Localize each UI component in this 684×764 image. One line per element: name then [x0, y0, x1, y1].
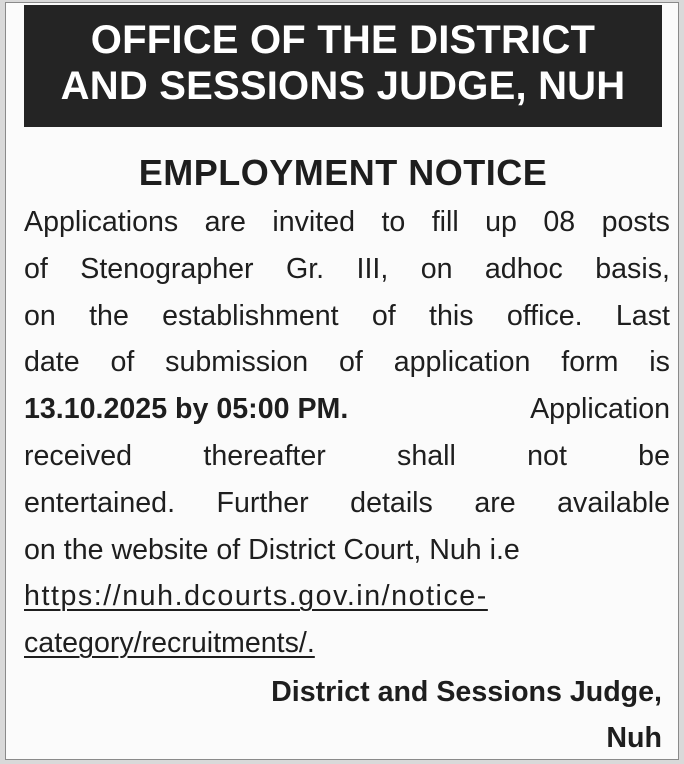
body-line-1-text-word: are: [204, 206, 246, 238]
body-line-3-text-word: office.: [506, 299, 583, 332]
website-link-line-2[interactable]: [24, 620, 670, 667]
signature-line-1: District and Sessions Judge,: [271, 676, 662, 708]
body-line-3-text-word: Last: [615, 299, 670, 332]
body-line-7-text-word: available: [557, 486, 670, 519]
body-line-3: [24, 293, 670, 340]
body-line-7: [24, 480, 670, 527]
body-line-6: [24, 433, 670, 480]
website-link-part-2[interactable]: category/recruitments/.: [24, 627, 315, 660]
body-line-1-text-word: invited: [272, 206, 356, 238]
body-line-6-word: not: [527, 439, 567, 472]
body-line-4-text-word: is: [649, 346, 670, 379]
body-line-2-text-word: Stenographer: [80, 252, 254, 285]
body-line-4-text-word: of: [110, 346, 135, 379]
employment-notice: [5, 2, 679, 760]
notice-body: [24, 199, 670, 667]
body-line-2-text-word: basis,: [595, 252, 670, 285]
body-line-6-word: be: [638, 439, 670, 472]
website-link-part-1[interactable]: https://nuh.dcourts.gov.in/notice-: [24, 580, 488, 613]
body-line-2-text-word: III,: [356, 252, 389, 285]
body-line-3-text-word: on: [24, 299, 56, 332]
body-line-6-word: thereafter: [203, 439, 326, 472]
body-line-1-text-word: to: [381, 206, 406, 238]
signature-line-2: Nuh: [606, 722, 662, 754]
body-line-2-text-word: adhoc: [484, 252, 563, 285]
body-line-4-text-word: submission: [165, 346, 309, 379]
body-line-1-text-word: posts: [601, 206, 670, 238]
body-line-2-text-word: Gr.: [285, 252, 325, 285]
header-line-1: OFFICE OF THE DISTRICT: [90, 18, 596, 62]
body-line-1-text-word: Applications: [24, 206, 179, 238]
signature-block: [271, 669, 662, 761]
body-line-5-rest: Application: [530, 393, 670, 426]
body-line-7-text-word: entertained.: [24, 486, 176, 519]
body-line-1: [24, 199, 670, 246]
body-line-6-word: received: [24, 439, 133, 472]
body-line-1-text-word: fill: [431, 206, 459, 238]
header-line-2: AND SESSIONS JUDGE, NUH: [60, 64, 626, 108]
body-line-4-text-word: form: [561, 346, 619, 379]
body-line-8-text: on the website of District Court, Nuh i.e: [24, 533, 520, 566]
body-line-3-text-word: of: [371, 299, 396, 332]
office-header: [24, 5, 662, 127]
body-line-7-text-word: details: [350, 486, 433, 519]
body-line-4: [24, 339, 670, 386]
body-line-3-text-word: this: [429, 299, 474, 332]
website-link-line-1[interactable]: [24, 573, 670, 620]
body-line-5: [24, 386, 670, 433]
body-line-7-text-word: are: [474, 486, 516, 519]
body-line-4-text-word: of: [339, 346, 363, 379]
body-line-6-word: shall: [397, 439, 456, 472]
body-line-4-text-word: application: [393, 346, 531, 379]
body-line-2: [24, 246, 670, 293]
body-line-4-text-word: date: [24, 346, 80, 379]
body-line-3-text-word: establishment: [162, 299, 339, 332]
notice-title: EMPLOYMENT NOTICE: [138, 152, 548, 193]
deadline-date: 13.10.2025 by 05:00 PM.: [24, 393, 349, 426]
body-line-2-text-word: of: [24, 252, 48, 285]
body-line-1-text-word: 08: [543, 206, 576, 238]
body-line-8: [24, 527, 670, 574]
body-line-2-text-word: on: [420, 252, 453, 285]
body-line-1-text-word: up: [485, 206, 517, 238]
body-line-3-text-word: the: [89, 299, 129, 332]
body-line-7-text-word: Further: [216, 486, 309, 519]
